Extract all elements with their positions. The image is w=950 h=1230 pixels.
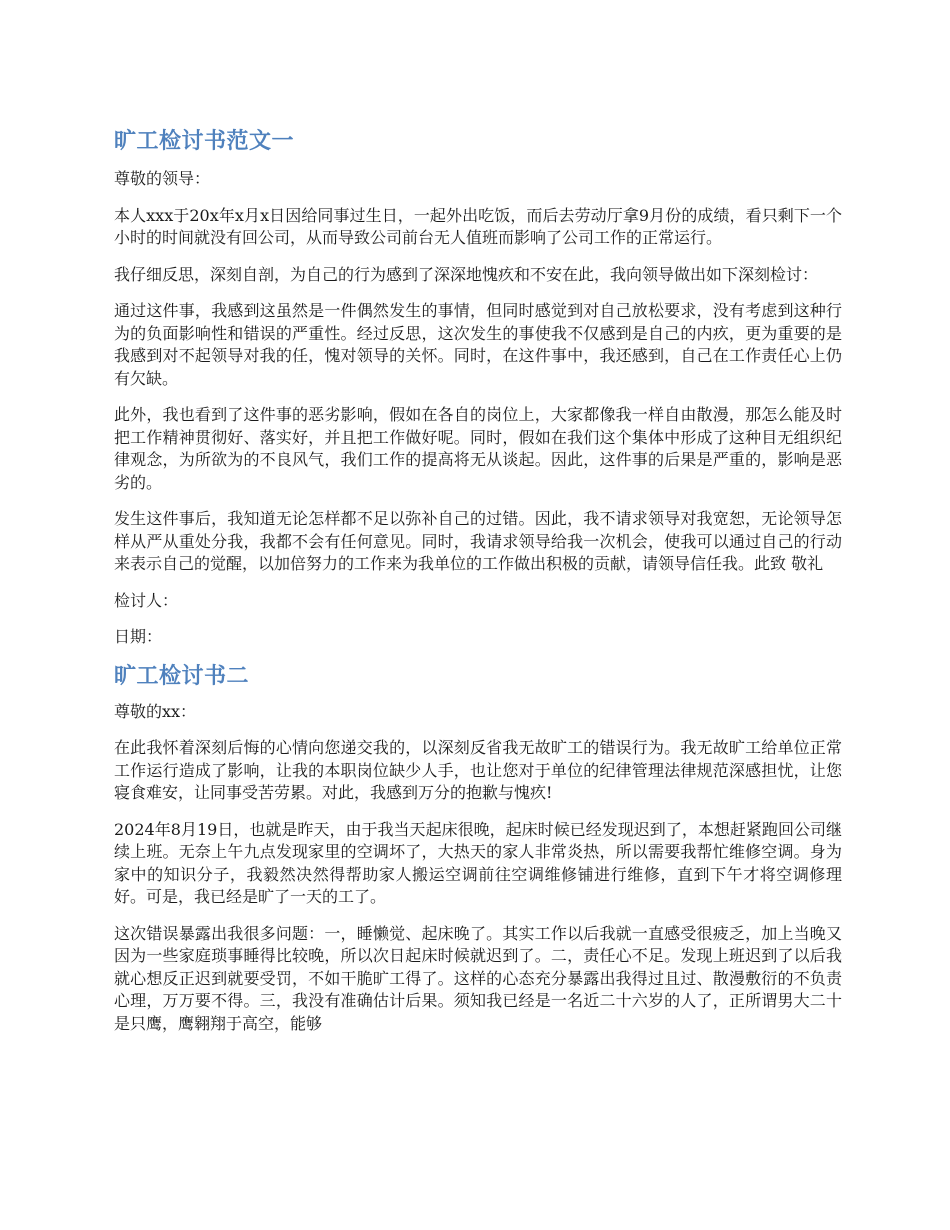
section1-title: 旷工检讨书范文一: [114, 129, 295, 154]
section2-paragraph-3: 这次错误暴露出我很多问题：一，睡懒觉、起床晚了。其实工作以后我就一直感受很疲乏，加上当晚又因为一些家庭琐事睡得比较晚，所以次日起床时候就迟到了。二，责任心不足。发现上班迟到了以后我就心想反正迟到就要受罚，不如干脆旷工得了。这样的心态充分暴露出我得过且过、散漫敷衍的不负责心理，万万要不得。三，我没有准确估计后果。须知我已经是一名近二十六岁的人了，正所谓男大二十是只鹰，鹰翱翔于高空，能够: [114, 923, 842, 1033]
document-page: [114, 128, 842, 1049]
section1-salutation: 尊敬的领导：: [114, 169, 211, 188]
section1-paragraph-5: 发生这件事后，我知道无论怎样都不足以弥补自己的过错。因此，我不请求领导对我宽恕，无论领导怎样从严从重处分我，我都不会有任何意见。同时，我请求领导给我一次机会，使我可以通过自己的行动来表示自己的觉醒，以加倍努力的工作来为我单位的工作做出积极的贡献，请领导信任我。此致 敬礼: [114, 509, 842, 573]
section2-title: 旷工检讨书二: [114, 663, 250, 689]
section2-salutation: 尊敬的xx：: [114, 701, 197, 721]
section1-paragraph-4: 此外，我也看到了这件事的恶劣影响，假如在各自的岗位上，大家都像我一样自由散漫，那怎么能及时把工作精神贯彻好、落实好，并且把工作做好呢。同时，假如在我们这个集体中形成了这种目无组织纪律观念，为所欲为的不良风气，我们工作的提高将无从谈起。因此，这件事的后果是严重的，影响是恶劣的。: [114, 405, 842, 492]
section1-date: 日期：: [114, 627, 163, 646]
section1-paragraph-2: 我仔细反思，深刻自剖，为自己的行为感到了深深地愧疚和不安在此，我向领导做出如下深刻检讨：: [114, 264, 819, 284]
section2-paragraph-2: 2024年8月19日，也就是昨天，由于我当天起床很晚，起床时候已经发现迟到了，本想赶紧跑回公司继续上班。无奈上午九点发现家里的空调坏了，大热天的家人非常炎热，所以需要我帮忙维修空调。身为家中的知识分子，我毅然决然得帮助家人搬运空调前往空调维修铺进行维修，直到下午才将空调修理好。可是，我已经是旷了一天的工了。: [114, 819, 842, 906]
section1-paragraph-1: 本人xxx于20x年x月x日因给同事过生日，一起外出吃饭，而后去劳动厅拿9月份的成绩，看只剩下一个小时的时间就没有回公司，从而导致公司前台无人值班而影响了公司工作的正常运行。: [114, 205, 842, 247]
section1-signer: 检讨人：: [114, 590, 179, 610]
section2-paragraph-1: 在此我怀着深刻后悔的心情向您递交我的，以深刻反省我无故旷工的错误行为。我无故旷工给单位正常工作运行造成了影响，让我的本职岗位缺少人手，也让您对于单位的纪律管理法律规范深感担忧，让您寝食难安，让同事受苦劳累。对此，我感到万分的抱歉与愧疚!: [114, 738, 842, 802]
section1-paragraph-3: 通过这件事，我感到这虽然是一件偶然发生的事情，但同时感觉到对自己放松要求，没有考虑到这种行为的负面影响性和错误的严重性。经过反思，这次发生的事使我不仅感到是自己的内疚，更为重要的是我感到对不起领导对我的任，愧对领导的关怀。同时，在这件事中，我还感到，自己在工作责任心上仍有欠缺。: [114, 301, 842, 388]
